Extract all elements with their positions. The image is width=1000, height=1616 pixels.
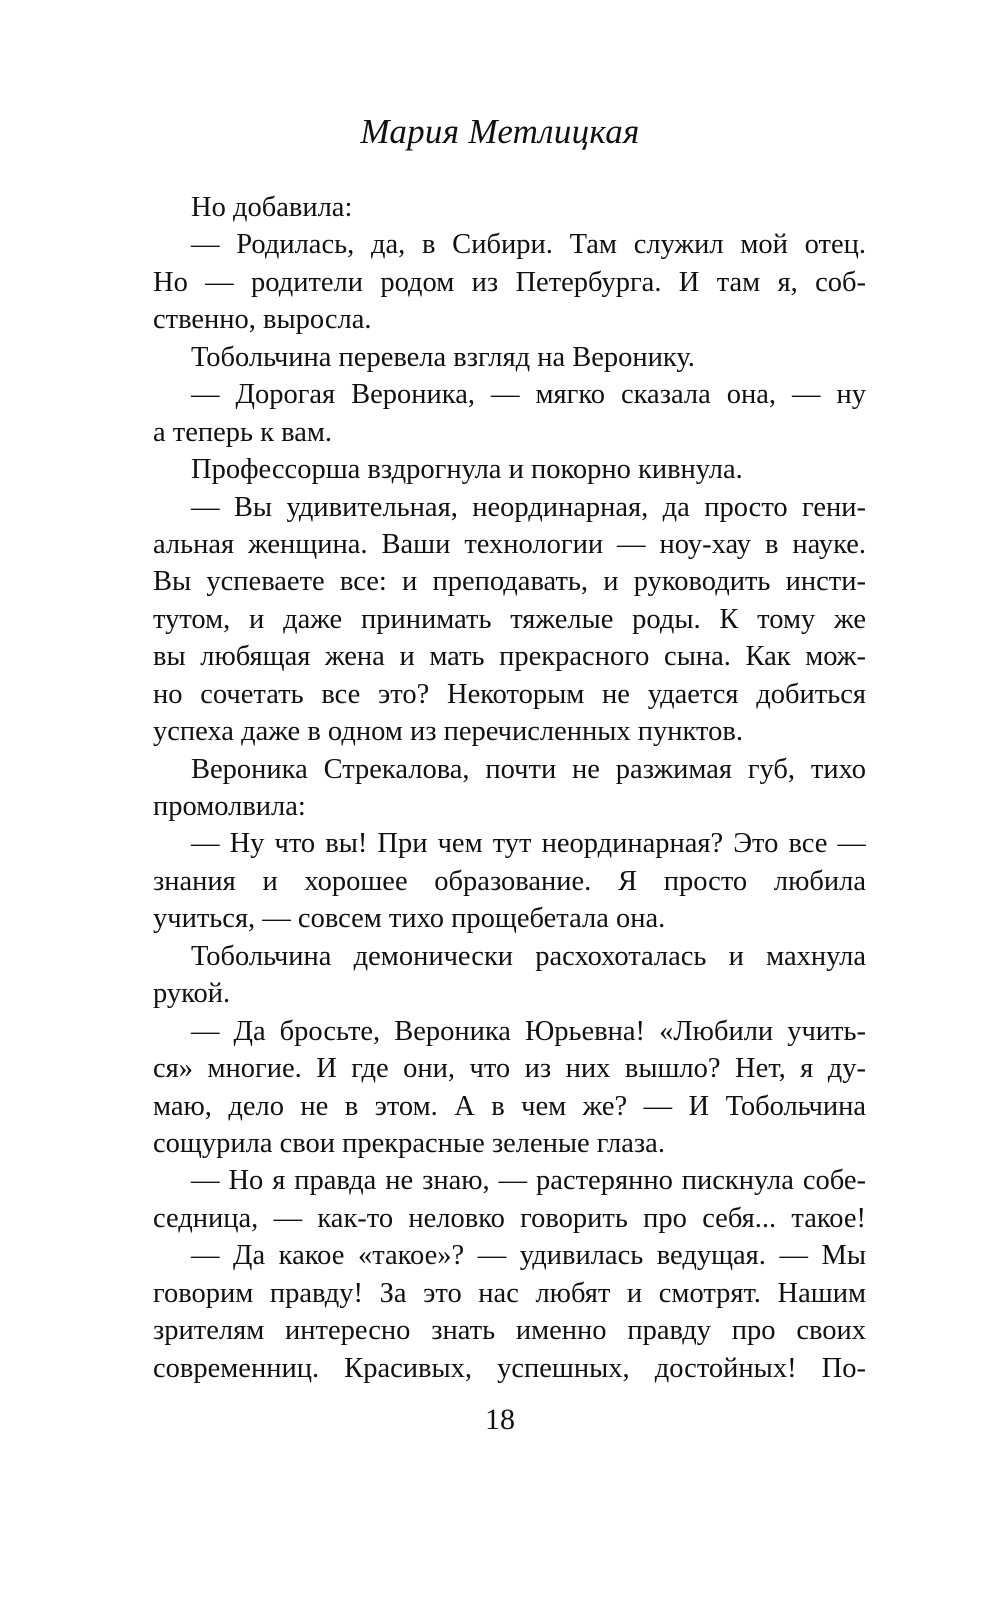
- text-line: — Родилась, да, в Сибири. Там служил мой отец.: [191, 229, 866, 261]
- text-line: Но — родители родом из Петербурга. И там я, соб-: [153, 266, 866, 298]
- text-line: говорим правду! За это нас любят и смотрят. Нашим: [153, 1277, 866, 1309]
- text-line: Но добавила:: [191, 192, 353, 223]
- text-line: рукой.: [153, 978, 231, 1010]
- text-line: но сочетать все это? Некоторым не удается добиться: [153, 678, 866, 710]
- text-line: Вероника Стрекалова, почти не разжимая губ, тихо: [191, 753, 866, 785]
- text-line: сощурила свои прекрасные зеленые глаза.: [153, 1127, 665, 1159]
- text-line: вы любящая жена и мать прекрасного сына. Как мож-: [153, 641, 866, 673]
- text-line: зрителям интересно знать именно правду про своих: [153, 1315, 866, 1347]
- text-line: ся» многие. И где они, что из них вышло? Нет, я ду-: [153, 1053, 866, 1085]
- text-line: Вы успеваете все: и преподавать, и руководить инсти-: [153, 566, 866, 598]
- text-line: успеха даже в одном из перечисленных пунктов.: [153, 716, 743, 748]
- text-line: — Да бросьте, Вероника Юрьевна! «Любили учить-: [191, 1015, 866, 1047]
- text-line: — Ну что вы! При чем тут неординарная? Это все —: [191, 828, 866, 860]
- text-line: промолвила:: [153, 791, 306, 822]
- body-text: [153, 189, 866, 1387]
- text-line: маю, дело не в этом. А в чем же? — И Тобольчина: [153, 1090, 866, 1122]
- text-line: — Вы удивительная, неординарная, да просто гени-: [191, 491, 866, 523]
- text-line: тутом, и даже принимать тяжелые роды. К тому же: [153, 603, 866, 635]
- text-line: седница, — как-то неловко говорить про себя... такое!: [153, 1202, 866, 1234]
- text-line: ственно, выросла.: [153, 304, 372, 336]
- text-line: альная женщина. Ваши технологии — ноу-хау в науке.: [153, 528, 866, 560]
- text-line: — Да какое «такое»? — удивилась ведущая. — Мы: [191, 1240, 866, 1272]
- text-line: а теперь к вам.: [153, 416, 333, 448]
- text-line: — Дорогая Вероника, — мягко сказала она, — ну: [191, 379, 866, 411]
- text-line: — Но я правда не знаю, — растерянно пискнула собе-: [191, 1165, 866, 1197]
- text-line: Профессорша вздрогнула и покорно кивнула.: [191, 454, 743, 486]
- text-line: Тобольчина перевела взгляд на Веронику.: [191, 341, 695, 373]
- text-line: учиться, — совсем тихо прощебетала она.: [153, 903, 666, 935]
- running-head-author: Мария Метлицкая: [360, 112, 640, 151]
- text-line: знания и хорошее образование. Я просто любила: [153, 865, 866, 897]
- page-number: 18: [485, 1403, 515, 1436]
- text-line: Тобольчина демонически расхохоталась и махнула: [191, 940, 866, 972]
- text-line: современниц. Красивых, успешных, достойных! По-: [153, 1352, 866, 1384]
